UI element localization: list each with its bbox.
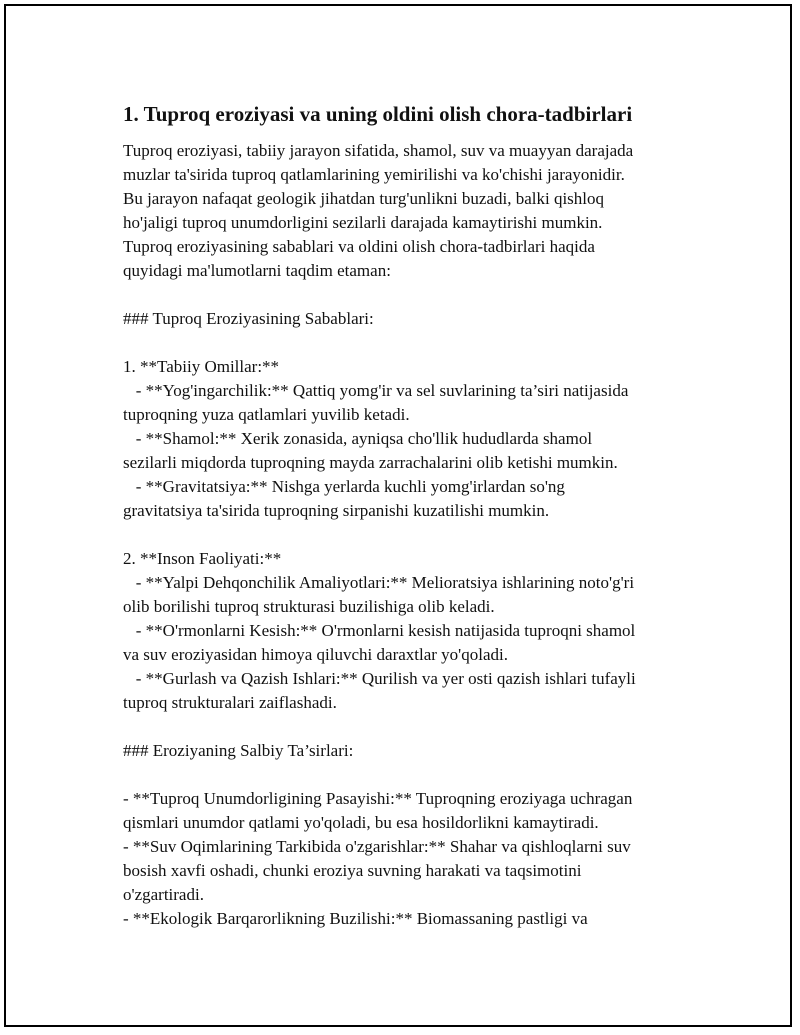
text-line: ### Tuproq Eroziyasining Sabablari: [123, 309, 374, 328]
text-line: quyidagi ma'lumotlarni taqdim etaman: [123, 261, 391, 280]
text-line: 1. **Tabiiy Omillar:** [123, 357, 280, 376]
text-line: 2. **Inson Faoliyati:** [123, 549, 282, 568]
document-text [123, 139, 683, 931]
blank-line [123, 331, 683, 355]
text-line: ### Eroziyaning Salbiy Ta’sirlari: [123, 741, 354, 760]
text-line: olib borilishi tuproq strukturasi buzilishiga olib keladi. [123, 597, 495, 616]
text-line: bosish xavfi oshadi, chunki eroziya suvning harakati va taqsimotini [123, 861, 582, 880]
blank-line [123, 283, 683, 307]
text-line: tuproqning yuza qatlamlari yuvilib ketadi. [123, 405, 410, 424]
document-body [123, 101, 683, 931]
text-line: gravitatsiya ta'sirida tuproqning sirpanishi kuzatilishi mumkin. [123, 501, 550, 520]
text-line: - **Yog'ingarchilik:** Qattiq yomg'ir va sel suvlarining ta’siri natijasida [123, 381, 629, 400]
text-line: - **Yalpi Dehqonchilik Amaliyotlari:** Melioratsiya ishlarining noto'g'ri [123, 573, 635, 592]
document-title: 1. Tuproq eroziyasi va uning oldini olish chora-tadbirlari [123, 102, 633, 126]
text-line: o'zgartiradi. [123, 885, 204, 904]
text-line: - **Gurlash va Qazish Ishlari:** Qurilish va yer osti qazish ishlari tufayli [123, 669, 636, 688]
text-line: - **Ekologik Barqarorlikning Buzilishi:** Biomassaning pastligi va [123, 909, 588, 928]
text-line: tuproq strukturalari zaiflashadi. [123, 693, 337, 712]
text-line: - **Shamol:** Xerik zonasida, ayniqsa cho'llik hududlarda shamol [123, 429, 593, 448]
text-line: va suv eroziyasidan himoya qiluvchi daraxtlar yo'qoladi. [123, 645, 508, 664]
text-line: - **Tuproq Unumdorligining Pasayishi:** Tuproqning eroziyaga uchragan [123, 789, 633, 808]
blank-line [123, 715, 683, 739]
text-line: Tuproq eroziyasi, tabiiy jarayon sifatida, shamol, suv va muayyan darajada [123, 141, 634, 160]
document-page [4, 4, 792, 1027]
blank-line [123, 523, 683, 547]
text-line: - **Gravitatsiya:** Nishga yerlarda kuchli yomg'irlardan so'ng [123, 477, 565, 496]
text-line: - **Suv Oqimlarining Tarkibida o'zgarishlar:** Shahar va qishloqlarni suv [123, 837, 631, 856]
blank-line [123, 763, 683, 787]
text-line: qismlari unumdor qatlami yo'qoladi, bu esa hosildorlikni kamaytiradi. [123, 813, 599, 832]
text-line: ho'jaligi tuproq unumdorligini sezilarli darajada kamaytirishi mumkin. [123, 213, 603, 232]
text-line: Tuproq eroziyasining sabablari va oldini olish chora-tadbirlari haqida [123, 237, 595, 256]
text-line: muzlar ta'sirida tuproq qatlamlarining yemirilishi va ko'chishi jarayonidir. [123, 165, 625, 184]
text-line: Bu jarayon nafaqat geologik jihatdan turg'unlikni buzadi, balki qishloq [123, 189, 605, 208]
text-line: - **O'rmonlarni Kesish:** O'rmonlarni kesish natijasida tuproqni shamol [123, 621, 636, 640]
text-line: sezilarli miqdorda tuproqning mayda zarrachalarini olib ketishi mumkin. [123, 453, 618, 472]
